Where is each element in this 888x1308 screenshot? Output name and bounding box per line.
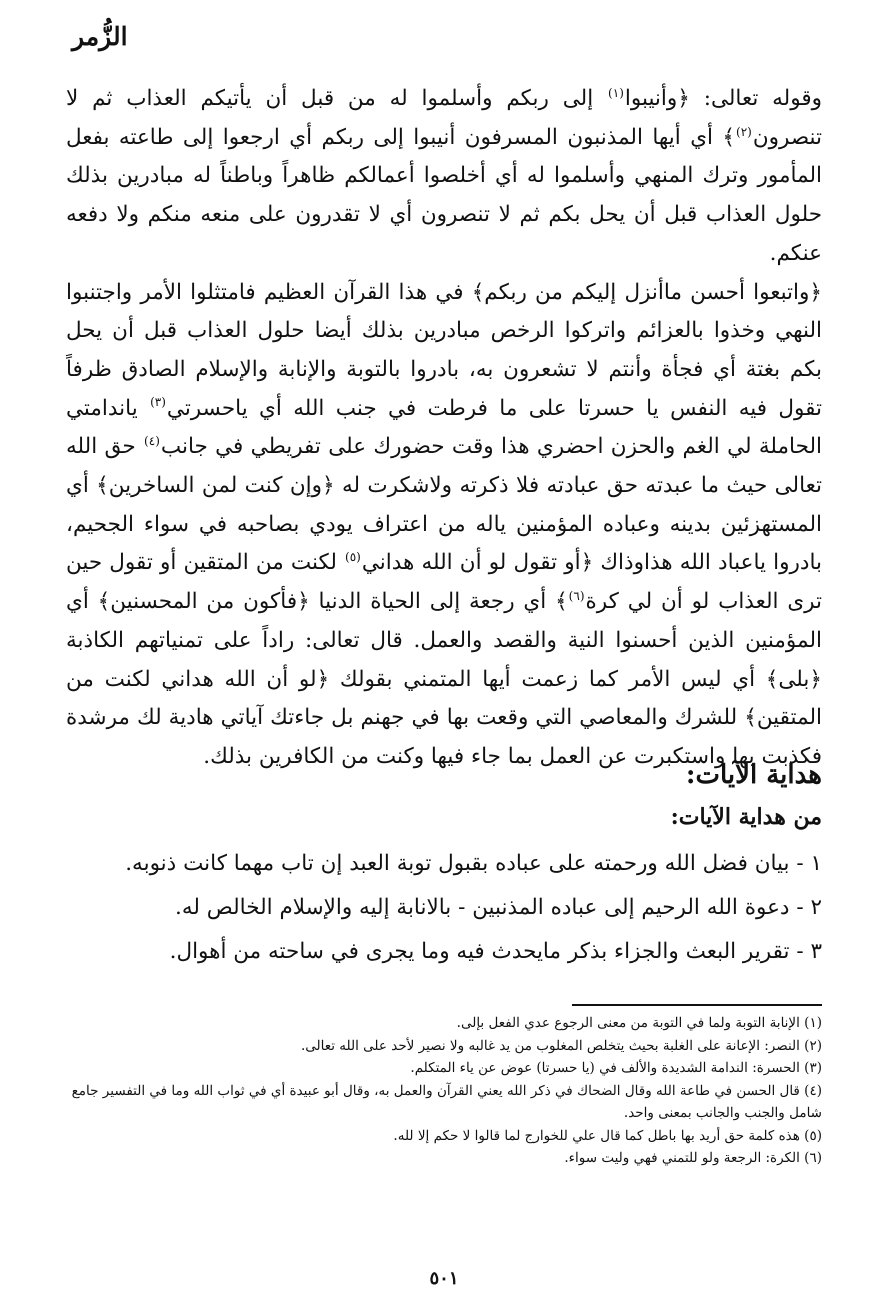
footnote-ref-6: (٦)	[568, 588, 585, 603]
page-number: ٥٠١	[429, 1268, 459, 1289]
footnote-6: (٦) الكرة: الرجعة ولو للتمني فهي وليت سواء.	[564, 1150, 822, 1166]
footnote-ref-3: (٣)	[150, 395, 166, 410]
footnote-2: (٢) النصر: الإعانة على الغلبة بحيث يتخلص المغلوب من يد غالبه ولا نصير لأحد على الله تعالى.	[300, 1037, 822, 1054]
footnote-ref-4: (٤)	[144, 434, 160, 449]
commentary-paragraph-2	[66, 274, 822, 777]
guidance-point-2: ٢ - دعوة الله الرحيم إلى عباده المذنبين - بالانابة إليه والإسلام الخالص له.	[175, 895, 822, 920]
guidance-intro: من هداية الآيات:	[670, 804, 822, 830]
guidance-point-1: ١ - بيان فضل الله ورحمته على عباده بقبول توبة العبد إن تاب مهما كانت ذنوبه.	[125, 851, 822, 876]
paragraph2-text-d: لكنت من المتقين أو تقول حين ترى العذاب لو أن لي كرة	[66, 550, 823, 615]
paragraph2-text-a: ﴿واتبعوا أحسن ماأنزل إليكم من ربكم﴾ في هذا القرآن العظيم فامتثلوا الأمر واجتنبوا النهي وخذوا بالعزائم واتركوا الرخص مبادرين بذلك أيضا حلول العذاب قبل أن يحل بكم بغتة أي فجأة وأنتم لا تشعرون به، بادروا بالتوبة والإنابة والإسلام الصادق ظرفاً تقول فيه النفس يا حسرتا على ما فرطت في جنب الله أي ياحسرتي	[66, 279, 822, 421]
paragraph2-text-b: ياندامتي الحاملة لي الغم والحزن احضري هذا وقت حضورك على تفريطي في جانب	[66, 395, 822, 460]
paragraph2-text-c: حق الله تعالى حيث ما عبدته حق عبادته فلا ذكرته ولاشكرت له ﴿وإن كنت لمن الساخرين﴾ أي المستهزئين بدينه وعباده المؤمنين ياله من اعتراف يودي بصاحبه في سواء الجحيم، بادروا ياعباد الله هذاوذاك ﴿أو تقول لو أن الله هداني	[66, 434, 822, 576]
paragraph2-text-e: ﴾ أي رجعة إلى الحياة الدنيا ﴿فأكون من المحسنين﴾ أي المؤمنين الذين أحسنوا النية والقصد والعمل. قال تعالى: راداً على تمنياتهم الكاذبة ﴿بلى﴾ أي ليس الأمر كما زعمت أيها المتمني بقولك ﴿لو أن الله هداني لكنت من المتقين﴾ للشرك والمعاصي التي وقعت بها في جهنم بل جاءتك آياتي هادية لك مرشدة فكذبت بها واستكبرت عن العمل بما جاء فيها وكنت من الكافرين بذلك.	[66, 589, 822, 769]
paragraph1-text-c: ﴾ أي أيها المذنبون المسرفون أنيبوا إلى ربكم أي ارجعوا إلى طاعته بفعل المأمور وترك المنهي وأسلموا له أي أخلصوا أعمالكم ظاهراً وباطناً له مبادرين بذلك حلول العذاب قبل أن يحل بكم ثم لا تنصرون أي لا تقدرون على منعه منكم ولا دفعه عنكم.	[66, 124, 822, 266]
footnote-4: (٤) قال الحسن في طاعة الله وقال الضحاك في ذكر الله يعني القرآن والعمل به، وقال أبو عبيدة أي في ثواب الله وما في التفسير جامع شامل والجنب والجانب بمعنى واحد.	[71, 1082, 822, 1121]
footnote-1: (١) الإنابة التوبة ولما في التوبة من معنى الرجوع عدي الفعل بإلى.	[456, 1015, 822, 1031]
paragraph1-text-a: وقوله تعالى: ﴿وأنيبوا	[624, 86, 822, 111]
footnote-ref-2: (٢)	[736, 124, 752, 139]
guidance-point-3: ٣ - تقرير البعث والجزاء بذكر مايحدث فيه وما يجرى في ساحته من أهوال.	[169, 939, 822, 964]
surah-header: الزُّمر	[72, 22, 128, 51]
guidance-title: هداية الآيات:	[685, 760, 822, 790]
guidance-points	[66, 842, 822, 974]
commentary-paragraph-1	[66, 80, 822, 274]
footnotes-list	[62, 1012, 822, 1170]
footnote-ref-5: (٥)	[345, 550, 361, 565]
footnote-ref-1: (١)	[608, 85, 624, 100]
footnote-divider	[572, 1004, 822, 1006]
paragraph1-text-b: إلى ربكم وأسلموا له من قبل أن يأتيكم العذاب ثم لا تنصرون	[66, 86, 822, 150]
footnote-3: (٣) الحسرة: الندامة الشديدة والألف في (يا حسرتا) عوض عن ياء المتكلم.	[410, 1060, 822, 1076]
commentary-body	[66, 80, 822, 777]
footnote-5: (٥) هذه كلمة حق أريد بها باطل كما قال علي للخوارج لما قالوا لا حكم إلا لله.	[393, 1127, 822, 1144]
